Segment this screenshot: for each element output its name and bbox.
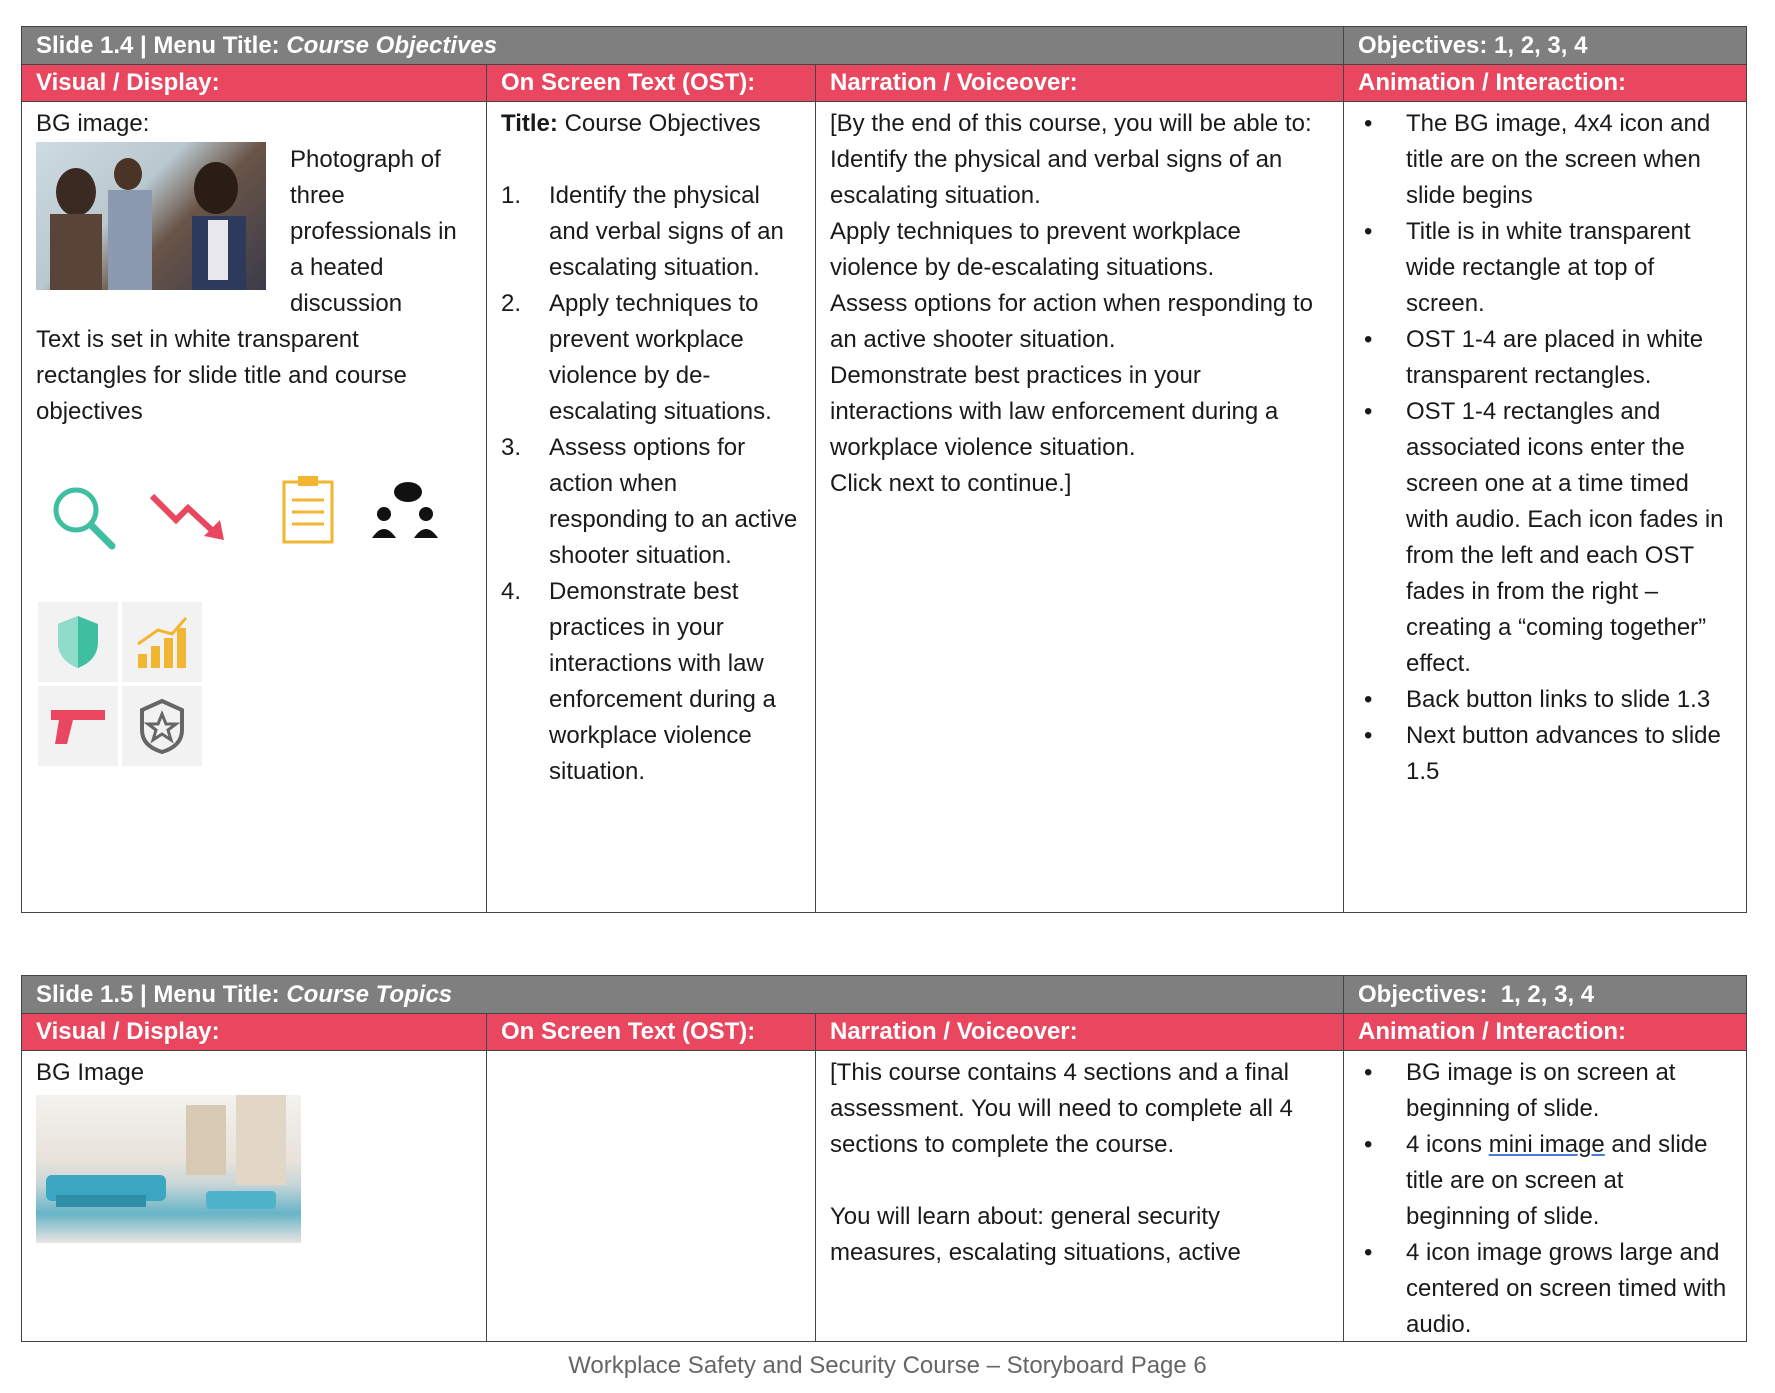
content-row	[22, 1051, 1746, 1341]
slide-1-4-table	[21, 26, 1747, 913]
shield-icon	[54, 614, 102, 670]
narration-line: You will learn about: general security measures, escalating situations, active	[830, 1203, 1241, 1266]
objectives-label: Objectives: 1, 2, 3, 4	[1358, 32, 1588, 59]
menu-title: Course Topics	[286, 981, 453, 1008]
narration-line: Assess options for action when responding to an active shooter situation.	[830, 290, 1313, 353]
ost-list	[501, 178, 801, 790]
slide-header-prefix: Slide 1.5 | Menu Title:	[36, 981, 287, 1008]
col-narration-header: Narration / Voiceover:	[816, 1014, 1344, 1050]
spellcheck-underlined-text: mini image	[1488, 1131, 1605, 1158]
ost-item: 3. Assess options for action when responding to an active shooter situation.	[501, 434, 798, 569]
narration-line	[830, 1163, 1329, 1199]
col-narration-header: Narration / Voiceover:	[816, 65, 1344, 101]
ost-item: 4. Demonstrate best practices in your interactions with law enforcement during a workplace violence situation.	[501, 578, 776, 785]
handgun-icon	[49, 706, 107, 746]
narration-line: [This course contains 4 sections and a final assessment. You will need to complete all 4 sections to complete the course.	[830, 1059, 1293, 1158]
ost-cell	[487, 102, 816, 912]
animation-item: • BG image is on screen at beginning of slide.	[1364, 1059, 1676, 1122]
search-icon	[46, 480, 118, 552]
col-animation-header: Animation / Interaction:	[1358, 1018, 1627, 1045]
menu-title: Course Objectives	[286, 32, 498, 59]
animation-item: • Back button links to slide 1.3	[1364, 686, 1711, 713]
animation-item: • Title is in white transparent wide rectangle at top of screen.	[1364, 218, 1691, 317]
visual-cell	[22, 1051, 487, 1341]
col-visual-header: Visual / Display:	[22, 65, 487, 101]
animation-cell	[1344, 1051, 1746, 1341]
visual-cell	[22, 102, 487, 912]
bg-label: BG image:	[36, 110, 150, 137]
column-header-row	[22, 1013, 1746, 1051]
animation-item: • OST 1-4 are placed in white transparent rectangles.	[1364, 326, 1704, 389]
slide-1-5-table	[21, 975, 1747, 1342]
ost-title-label: Title:	[501, 110, 558, 137]
column-header-row	[22, 64, 1746, 102]
animation-item: • 4 icons mini image and slide title are on screen at beginning of slide.	[1364, 1131, 1715, 1230]
animation-item: • The BG image, 4x4 icon and title are on the screen when slide begins	[1364, 110, 1711, 209]
col-ost-header: On Screen Text (OST):	[487, 65, 816, 101]
narration-line: Click next to continue.]	[830, 470, 1072, 497]
ost-title-value: Course Objectives	[557, 110, 761, 137]
bg-photo-waiting-room	[36, 1095, 301, 1243]
trend-down-icon	[148, 484, 228, 544]
ost-cell	[487, 1051, 816, 1341]
narration-line: [By the end of this course, you will be able to:	[830, 110, 1312, 137]
animation-item: • OST 1-4 rectangles and associated icons enter the screen one at a time timed with audio. Each icon fades in from the left and each OST fades in from the right – creating a “coming together” effect.	[1364, 398, 1724, 677]
photo-people-figures	[36, 142, 266, 290]
photo-description: Photograph of three professionals in a heated discussion	[290, 146, 457, 317]
page-footer: Workplace Safety and Security Course – Storyboard Page 6	[568, 1352, 1207, 1379]
animation-item: • Next button advances to slide 1.5	[1364, 722, 1721, 785]
ost-item: 1. Identify the physical and verbal signs of an escalating situation.	[501, 182, 784, 281]
col-animation-header: Animation / Interaction:	[1358, 69, 1627, 96]
group-chat-icon	[370, 480, 442, 544]
narration-cell	[816, 1051, 1344, 1341]
narration-cell	[816, 102, 1344, 912]
police-badge-icon	[136, 698, 188, 754]
col-visual-header: Visual / Display:	[22, 1014, 487, 1050]
checklist-icon	[280, 474, 336, 546]
slide-header-prefix: Slide 1.4 | Menu Title:	[36, 32, 287, 59]
bar-chart-up-icon	[134, 614, 190, 670]
animation-list	[1358, 106, 1732, 790]
objectives-label: Objectives: 1, 2, 3, 4	[1358, 981, 1595, 1008]
ost-item: 2. Apply techniques to prevent workplace violence by de-escalating situations.	[501, 290, 772, 425]
content-row	[22, 102, 1746, 912]
bg-label: BG Image	[36, 1059, 145, 1086]
animation-cell	[1344, 102, 1746, 912]
narration-line: Demonstrate best practices in your interactions with law enforcement during a workplace violence situation.	[830, 362, 1279, 461]
bg-photo-professionals	[36, 142, 266, 290]
animation-item: • 4 icon image grows large and centered on screen timed with audio.	[1364, 1239, 1727, 1338]
slide-header	[22, 976, 1746, 1013]
slide-header	[22, 27, 1746, 64]
narration-line: Apply techniques to prevent workplace violence by de-escalating situations.	[830, 218, 1241, 281]
visual-note: Text is set in white transparent rectangles for slide title and course objectives	[36, 326, 407, 425]
photo-waiting-room-scene	[36, 1095, 301, 1243]
col-ost-header: On Screen Text (OST):	[487, 1014, 816, 1050]
narration-line: Identify the physical and verbal signs of an escalating situation.	[830, 146, 1283, 209]
animation-list	[1358, 1055, 1732, 1343]
